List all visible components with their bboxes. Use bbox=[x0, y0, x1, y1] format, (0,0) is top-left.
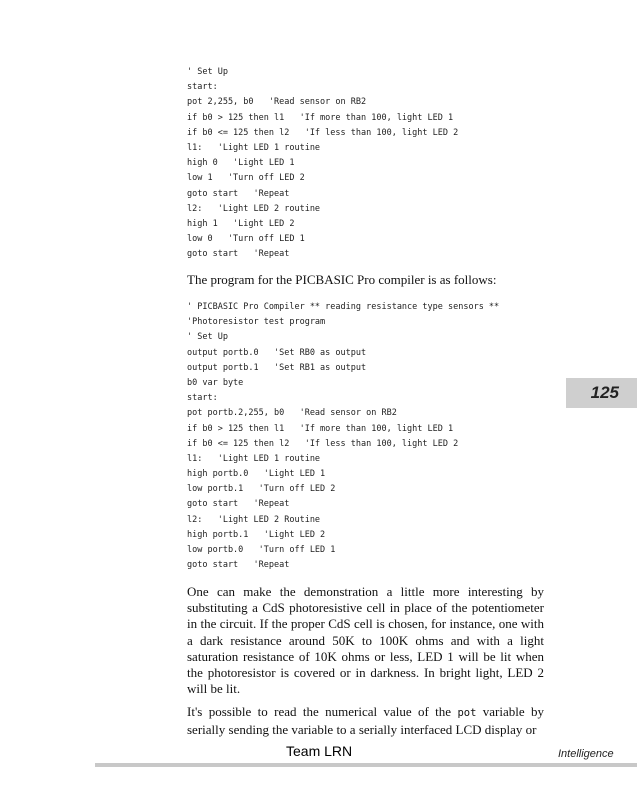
intro-text: The program for the PICBASIC Pro compiler is as follows: bbox=[187, 272, 497, 287]
code-line: low 1 'Turn off LED 2 bbox=[187, 173, 305, 184]
code-line: pot portb.2,255, b0 'Read sensor on RB2 bbox=[187, 408, 397, 419]
code-line: output portb.1 'Set RB1 as output bbox=[187, 362, 367, 373]
code-line: goto start 'Repeat bbox=[187, 249, 290, 260]
code-line: low 0 'Turn off LED 1 bbox=[187, 234, 305, 245]
code-line: if b0 <= 125 then l2 'If less than 100, light LED 2 bbox=[187, 438, 459, 449]
footer-team: Team LRN bbox=[286, 743, 353, 759]
inline-code-pot: pot bbox=[457, 707, 477, 720]
code-line: low portb.0 'Turn off LED 1 bbox=[187, 545, 336, 555]
code-line: l2: 'Light LED 2 routine bbox=[187, 203, 321, 214]
code-line: if b0 <= 125 then l2 'If less than 100, light LED 2 bbox=[187, 127, 459, 138]
paragraph-2-after: variable by serially sending the variable to a serially interfaced LCD display or bbox=[187, 704, 544, 737]
paragraph-1: One can make the demonstration a little more interesting by substituting a CdS photoresistive cell in place of the potentiometer in the circuit. If the proper CdS cell is chosen, for instance, one with a dark resistance around 50K to 100K ohms and with a light saturation resistance of 10K ohms or less, LED 1 will be lit when the photoresistor is covered or in darkness. In bright light, LED 2 will be lit. bbox=[187, 584, 544, 697]
code-line: if b0 > 125 then l1 'If more than 100, light LED 1 bbox=[187, 112, 454, 123]
code-line: l2: 'Light LED 2 Routine bbox=[187, 514, 321, 525]
page-number-tab bbox=[566, 378, 637, 408]
code-line: if b0 > 125 then l1 'If more than 100, light LED 1 bbox=[187, 423, 454, 434]
page-number: 125 bbox=[590, 383, 619, 402]
code-line: 'Photoresistor test program bbox=[187, 317, 326, 328]
code-block-1 bbox=[187, 65, 458, 262]
footer-rule bbox=[95, 763, 637, 767]
code-line: goto start 'Repeat bbox=[187, 499, 290, 510]
code-line: high 1 'Light LED 2 bbox=[187, 218, 295, 229]
intro-text-block bbox=[187, 272, 544, 288]
code-line: l1: 'Light LED 1 routine bbox=[187, 453, 321, 464]
code-line: b0 var byte bbox=[187, 377, 244, 388]
paragraph-2 bbox=[187, 704, 544, 737]
code-line: goto start 'Repeat bbox=[187, 560, 290, 571]
code-line: ' PICBASIC Pro Compiler ** reading resistance type sensors ** bbox=[187, 302, 500, 312]
code-line: l1: 'Light LED 1 routine bbox=[187, 142, 321, 153]
code-line: high portb.1 'Light LED 2 bbox=[187, 529, 326, 540]
code-line: high portb.0 'Light LED 1 bbox=[187, 469, 326, 480]
code-line: ' Set Up bbox=[187, 67, 228, 77]
code-line: goto start 'Repeat bbox=[187, 188, 290, 199]
code-line: start: bbox=[187, 393, 218, 404]
body-text bbox=[187, 584, 544, 738]
footer-brand: Intelligence bbox=[558, 748, 614, 760]
code-line: low portb.1 'Turn off LED 2 bbox=[187, 484, 336, 495]
code-line: pot 2,255, b0 'Read sensor on RB2 bbox=[187, 97, 367, 108]
code-line: ' Set Up bbox=[187, 332, 228, 343]
code-line: output portb.0 'Set RB0 as output bbox=[187, 347, 367, 358]
code-line: high 0 'Light LED 1 bbox=[187, 158, 295, 169]
paragraph-2-before: It's possible to read the numerical value of the bbox=[187, 704, 458, 720]
code-line: start: bbox=[187, 82, 218, 93]
code-block-2 bbox=[187, 300, 499, 573]
